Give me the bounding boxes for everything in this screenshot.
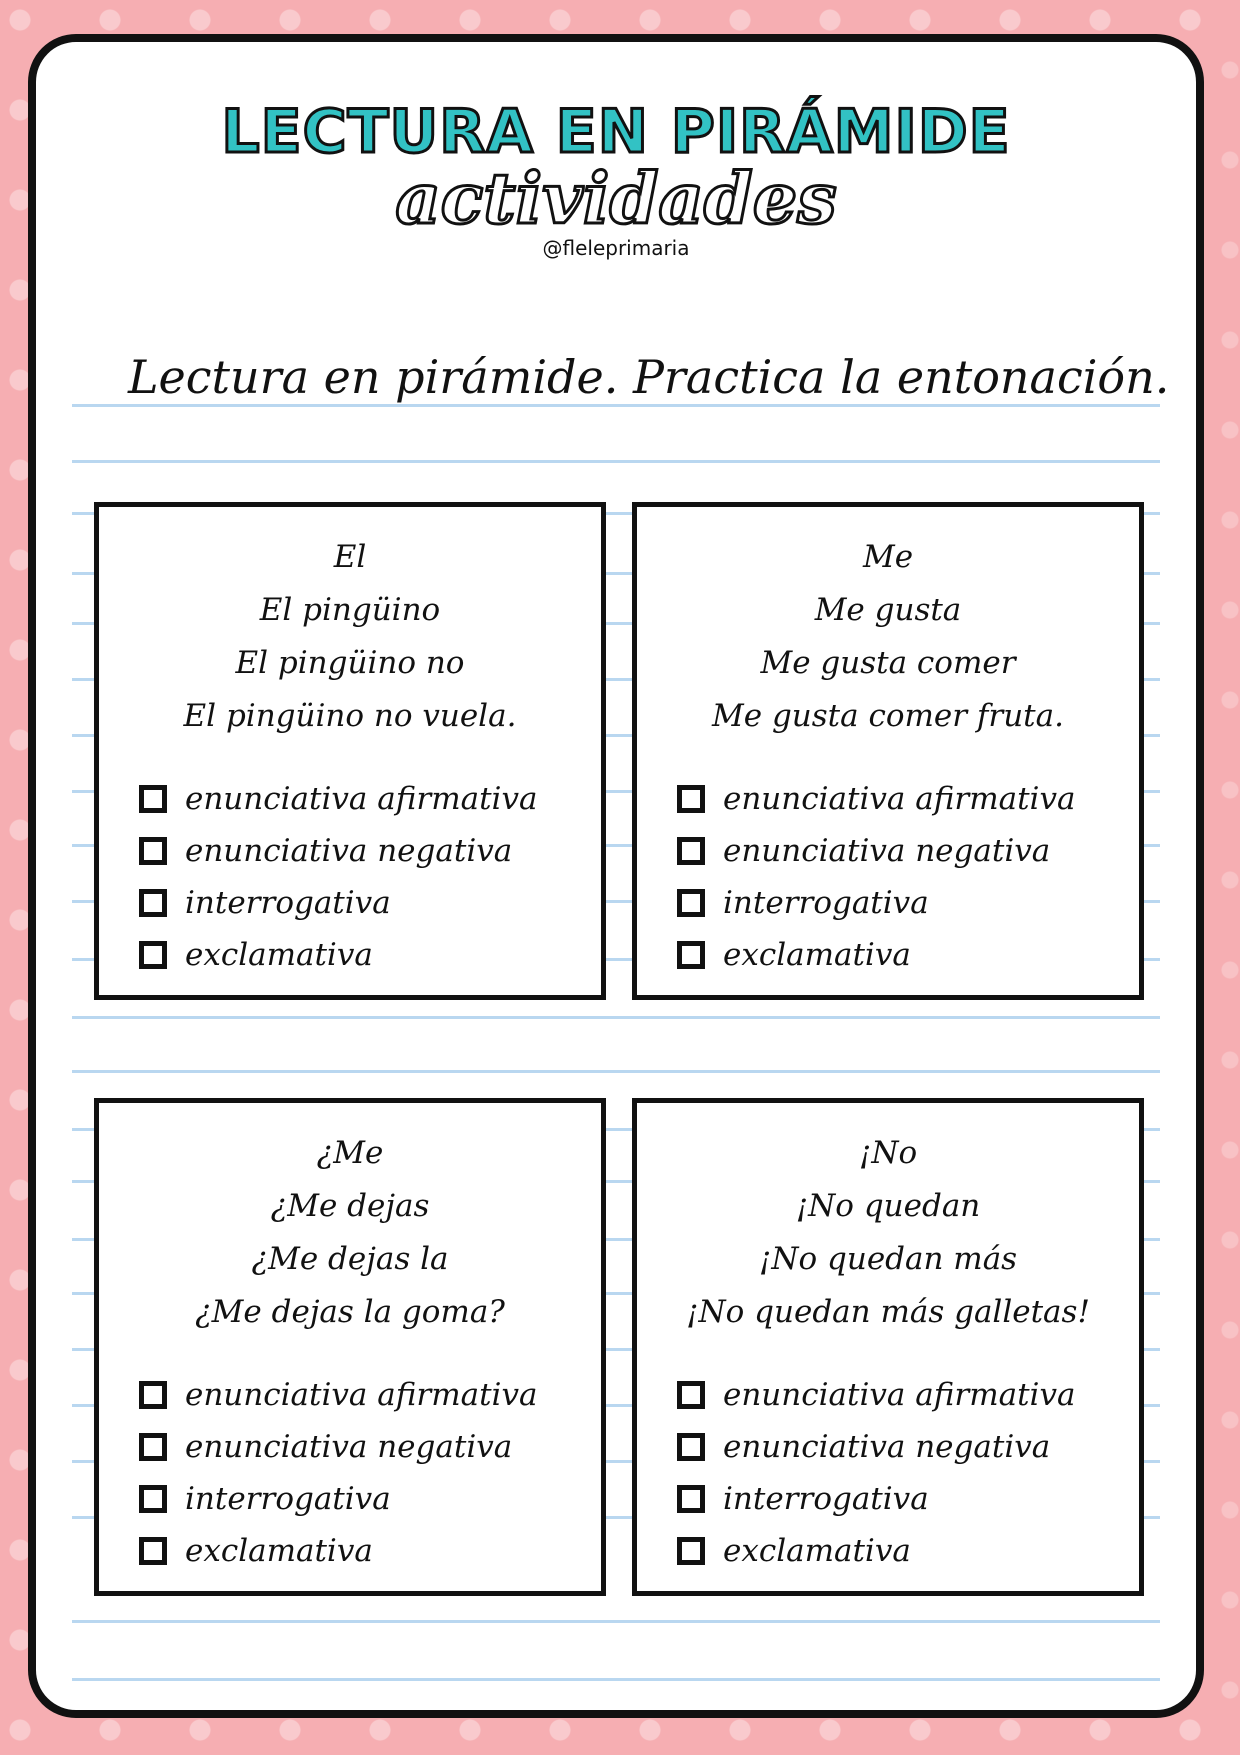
option-negative[interactable]	[139, 1421, 537, 1473]
notebook-rule	[72, 460, 1160, 463]
exercise-box-2	[632, 502, 1144, 1000]
options-list	[139, 1369, 537, 1577]
checkbox[interactable]	[139, 785, 167, 813]
checkbox[interactable]	[677, 1433, 705, 1461]
option-interrogative[interactable]	[139, 877, 537, 929]
option-label: enunciativa negativa	[185, 833, 513, 869]
worksheet	[28, 34, 1204, 1718]
option-interrogative[interactable]	[139, 1473, 537, 1525]
option-affirmative[interactable]	[677, 1369, 1075, 1421]
checkbox[interactable]	[139, 837, 167, 865]
pyramid-line: ¿Me dejas la	[251, 1241, 449, 1277]
page-subtitle: actividades	[395, 157, 837, 240]
pyramid-line: ¿Me dejas la goma?	[195, 1294, 505, 1330]
exercise-box-1	[94, 502, 606, 1000]
exercise-box-4	[632, 1098, 1144, 1596]
options-list	[677, 773, 1075, 981]
pyramid-line: ¡No quedan más	[758, 1241, 1018, 1277]
option-label: enunciativa negativa	[185, 1429, 513, 1465]
option-interrogative[interactable]	[677, 877, 1075, 929]
pyramid-line: ¡No quedan	[795, 1188, 981, 1224]
option-label: enunciativa afirmativa	[185, 1377, 538, 1413]
option-label: exclamativa	[185, 1533, 373, 1569]
pyramid-line: Me	[862, 539, 914, 575]
pyramid-line: Me gusta comer fruta.	[712, 698, 1064, 734]
option-affirmative[interactable]	[677, 773, 1075, 825]
checkbox[interactable]	[677, 1381, 705, 1409]
exercise-box-3	[94, 1098, 606, 1596]
options-list	[677, 1369, 1075, 1577]
option-label: enunciativa afirmativa	[723, 781, 1076, 817]
option-exclamative[interactable]	[677, 929, 1075, 981]
notebook-rule	[72, 1620, 1160, 1623]
checkbox[interactable]	[139, 1433, 167, 1461]
pyramid-line: Me gusta	[814, 592, 962, 628]
checkbox[interactable]	[677, 1485, 705, 1513]
option-label: enunciativa negativa	[723, 833, 1051, 869]
checkbox[interactable]	[677, 837, 705, 865]
option-label: interrogativa	[185, 885, 391, 921]
pyramid-line: El pingüino no vuela.	[183, 698, 517, 734]
option-label: enunciativa negativa	[723, 1429, 1051, 1465]
option-label: interrogativa	[723, 1481, 929, 1517]
checkbox[interactable]	[139, 1381, 167, 1409]
option-affirmative[interactable]	[139, 773, 537, 825]
pyramid-line: ¿Me dejas	[270, 1188, 430, 1224]
notebook-rule	[72, 1016, 1160, 1019]
checkbox[interactable]	[677, 1537, 705, 1565]
option-label: interrogativa	[185, 1481, 391, 1517]
header	[36, 97, 1196, 260]
pyramid-line: Me gusta comer	[760, 645, 1016, 681]
pyramid-text	[99, 531, 601, 743]
option-label: enunciativa afirmativa	[185, 781, 538, 817]
checkbox[interactable]	[139, 1485, 167, 1513]
option-affirmative[interactable]	[139, 1369, 537, 1421]
options-list	[139, 773, 537, 981]
pyramid-line: ¡No	[858, 1135, 918, 1171]
option-label: exclamativa	[723, 937, 911, 973]
option-label: exclamativa	[185, 937, 373, 973]
pyramid-text	[637, 531, 1139, 743]
pyramid-line: El pingüino no	[235, 645, 465, 681]
instruction-text: Lectura en pirámide. Practica la entonación.	[128, 350, 1170, 404]
checkbox[interactable]	[677, 785, 705, 813]
checkbox[interactable]	[139, 941, 167, 969]
option-negative[interactable]	[677, 825, 1075, 877]
page-title: LECTURA EN PIRÁMIDE	[221, 97, 1011, 167]
notebook-rule	[72, 1070, 1160, 1073]
option-label: exclamativa	[723, 1533, 911, 1569]
checkbox[interactable]	[677, 889, 705, 917]
option-exclamative[interactable]	[139, 929, 537, 981]
pyramid-line: El	[333, 539, 367, 575]
pyramid-line: ¿Me	[316, 1135, 384, 1171]
option-exclamative[interactable]	[677, 1525, 1075, 1577]
option-label: enunciativa afirmativa	[723, 1377, 1076, 1413]
author-handle: @fleleprimaria	[542, 235, 690, 260]
option-negative[interactable]	[139, 825, 537, 877]
pyramid-line: El pingüino	[259, 592, 441, 628]
pyramid-line: ¡No quedan más galletas!	[686, 1294, 1090, 1330]
pyramid-text	[637, 1127, 1139, 1339]
checkbox[interactable]	[139, 889, 167, 917]
option-exclamative[interactable]	[139, 1525, 537, 1577]
pyramid-text	[99, 1127, 601, 1339]
option-negative[interactable]	[677, 1421, 1075, 1473]
notebook-rule	[72, 1678, 1160, 1681]
checkbox[interactable]	[677, 941, 705, 969]
notebook-rule	[72, 404, 1160, 407]
option-interrogative[interactable]	[677, 1473, 1075, 1525]
checkbox[interactable]	[139, 1537, 167, 1565]
option-label: interrogativa	[723, 885, 929, 921]
